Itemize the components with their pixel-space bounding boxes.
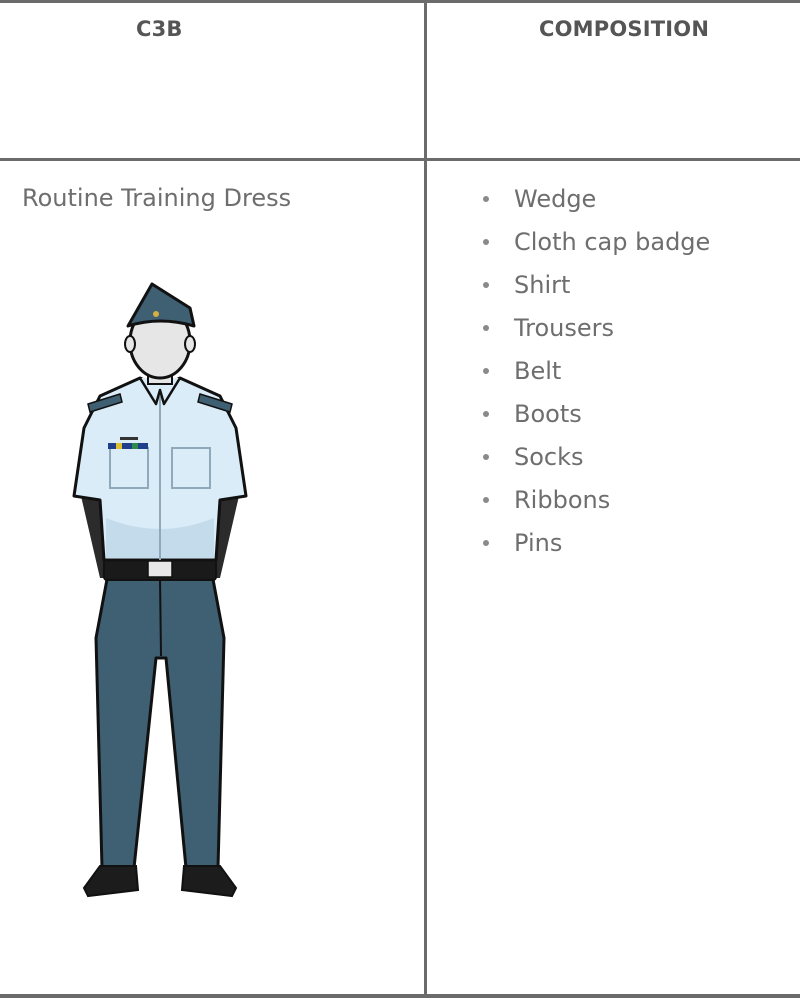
list-item: Wedge [480, 180, 710, 223]
column-divider [424, 0, 427, 998]
column-header-c3b: C3B [136, 17, 183, 41]
list-item: Cloth cap badge [480, 223, 710, 266]
composition-list [480, 180, 710, 567]
header-divider [0, 158, 800, 161]
list-item: Boots [480, 395, 710, 438]
list-item: Ribbons [480, 481, 710, 524]
table-top-border [0, 0, 800, 3]
dress-name: Routine Training Dress [22, 184, 292, 212]
list-item: Belt [480, 352, 710, 395]
list-item: Pins [480, 524, 710, 567]
column-header-composition: COMPOSITION [539, 17, 710, 41]
cadet-uniform-illustration [60, 278, 260, 918]
list-item: Trousers [480, 309, 710, 352]
list-item: Socks [480, 438, 710, 481]
table-bottom-border [0, 994, 800, 998]
list-item: Shirt [480, 266, 710, 309]
cadet-uniform-figure [60, 278, 260, 918]
